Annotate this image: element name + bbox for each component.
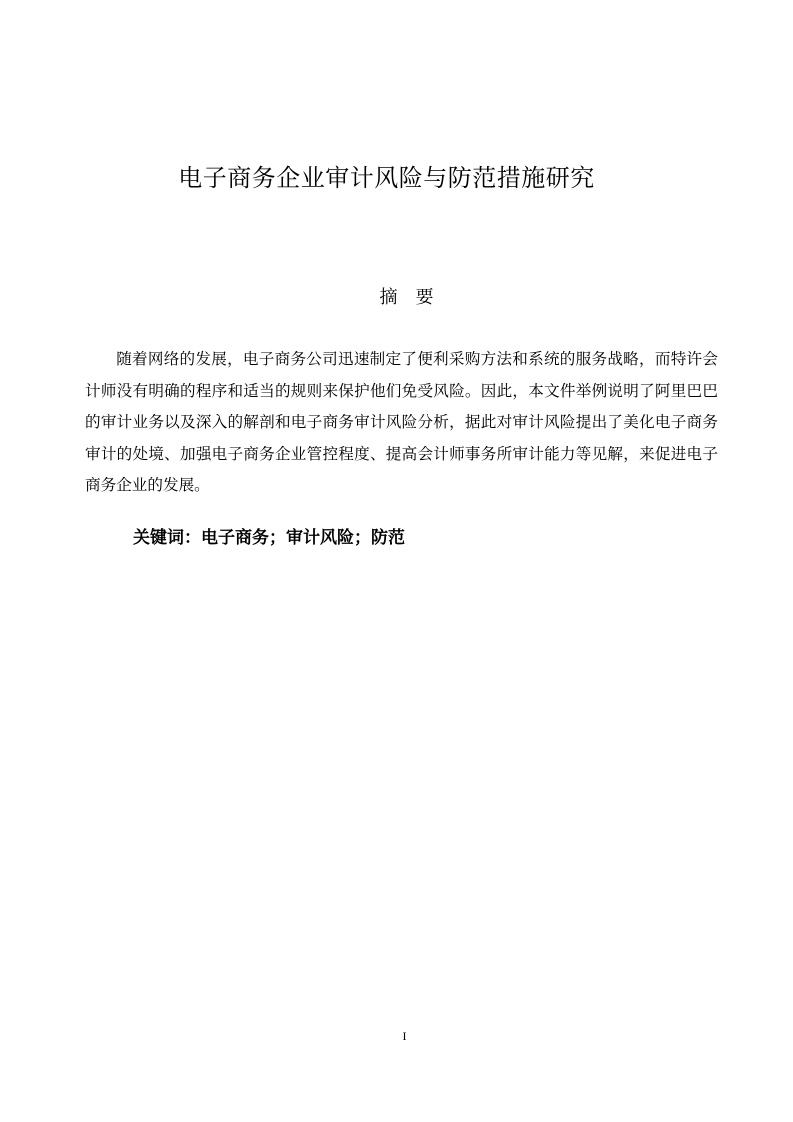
keywords-label: 关键词： xyxy=(133,528,201,548)
abstract-body: 随着网络的发展，电子商务公司迅速制定了便利采购方法和系统的服务战略，而特许会计师没有明确的程序和适当的规则来保护他们免受风险。因此，本文件举例说明了阿里巴巴的审计业务以及深入的解剖和电子商务审计风险分析，据此对审计风险提出了美化电子商务审计的处境、加强电子商务企业管控程度、提高会计师事务所审计能力等见解，来促进电子商务企业的发展。 xyxy=(85,350,718,494)
page-number: I xyxy=(402,1029,407,1043)
keywords-line xyxy=(133,524,405,552)
document-title: 电子商务企业审计风险与防范措施研究 xyxy=(178,164,595,192)
abstract-heading: 摘 要 xyxy=(379,287,434,308)
keywords-value: 电子商务；审计风险；防范 xyxy=(201,528,405,548)
